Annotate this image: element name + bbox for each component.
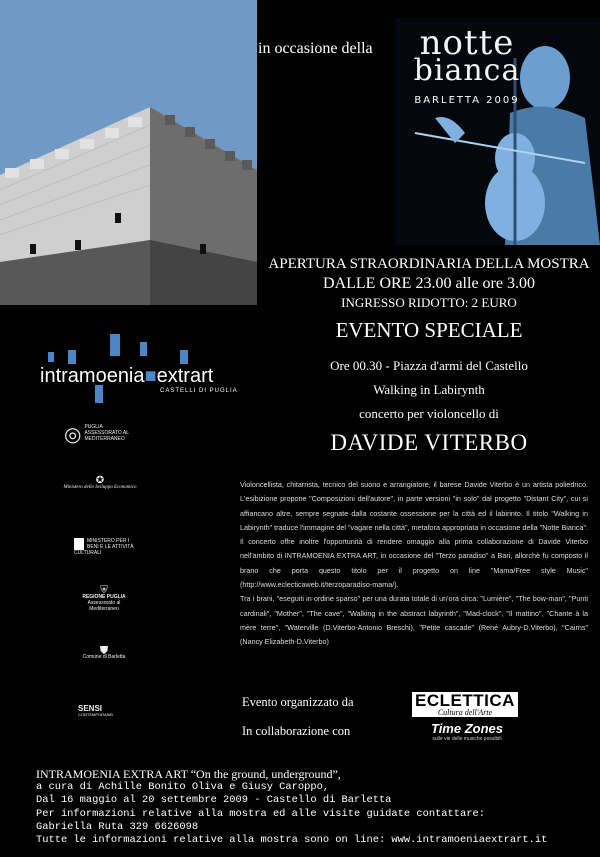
event-type: concerto per violoncello di xyxy=(359,406,499,421)
puglia-text: PUGLIA ASSESSORATO AL MEDITERRANEO xyxy=(84,424,129,442)
sensi-subtext: CONTEMPORANEI xyxy=(78,712,114,717)
intramoenia-dot: ■ xyxy=(144,365,157,387)
footer-line-4: Per informazioni relative alla mostra ed alle visite guidate contattare: xyxy=(36,807,485,820)
regione-text: REGIONE PUGLIA xyxy=(82,594,126,600)
sensi-text: SENSI xyxy=(78,704,103,713)
intramoenia-word: intramoenia xyxy=(40,365,145,387)
timezones-logo xyxy=(422,721,512,742)
intramoenia-logo xyxy=(40,365,213,388)
ministero-emblem-icon xyxy=(74,538,84,550)
ministero-beni-logo xyxy=(74,538,134,556)
sensi-logo xyxy=(78,706,138,718)
intramoenia-subtitle: CASTELLI DI PUGLIA xyxy=(160,388,238,394)
collaboration-label: In collaborazione con xyxy=(242,724,351,738)
eclettica-logo xyxy=(412,692,518,717)
organized-by-label: Evento organizzato da xyxy=(242,695,354,709)
notte-bianca-title-1: notte xyxy=(419,23,515,63)
regione-subtext: Assessorato al Mediterraneo xyxy=(87,600,121,612)
occasion-text: in occasione della xyxy=(258,40,373,57)
eclettica-name: ECLETTICA xyxy=(415,691,515,710)
timezones-tagline: sulle vie delle musiche possibili xyxy=(432,736,502,742)
puglia-logo xyxy=(64,424,134,446)
event-description xyxy=(240,478,588,650)
comune-barletta-logo xyxy=(74,645,134,660)
regione-puglia-logo xyxy=(74,585,134,612)
opening-headline: APERTURA STRAORDINARIA DELLA MOSTRA xyxy=(268,256,590,272)
footer-line-5: Gabriella Ruta 329 6626098 xyxy=(36,820,199,833)
artist-name: DAVIDE VITERBO xyxy=(330,430,528,455)
event-title: EVENTO SPECIALE xyxy=(335,318,523,342)
ticket-price: INGRESSO RIDOTTO: 2 EURO xyxy=(341,295,517,310)
timezones-name: Time Zones xyxy=(430,721,503,736)
footer-line-2: a cura di Achille Bonito Oliva e Giusy Caroppo, xyxy=(36,781,330,794)
ministero-beni-text: MINISTERO PER I BENI E LE ATTIVITÀ CULTURALI xyxy=(74,538,134,556)
ministero-sviluppo-logo xyxy=(60,475,140,491)
event-name: Walking in Labirynth xyxy=(373,382,485,397)
puglia-spiral-icon: ◎ xyxy=(64,424,82,446)
notte-bianca-logo xyxy=(402,23,532,88)
footer-line-6: Tutte le informazioni relative alla mostra sono on line: www.intramoeniaextrart.it xyxy=(36,834,548,847)
notte-bianca-subtitle: BARLETTA 2009 xyxy=(414,95,520,106)
italian-emblem-icon: ✪ xyxy=(95,475,105,486)
regione-shield-icon: ⛨ xyxy=(100,585,108,596)
castle-photo xyxy=(0,0,257,310)
notte-bianca-title-2: bianca xyxy=(413,53,521,88)
footer-line-1: INTRAMOENIA EXTRA ART “On the ground, underground”, xyxy=(36,767,341,781)
eclettica-tagline: Cultura dell'Arte xyxy=(437,708,493,717)
description-paragraph-2: Tra i brani, "eseguiti in ordine sparso" per una durata totale di un'ora circa: "Lumière", "The bow-man", "Punti cardinali", "Mother", "The cave", "Walking in the abstract labyrinth", "Mad-clock", "Il mattino", "Chante à la mère terre", "Waterville (D.Viterbo-Antonio Breschi), "Petite cascade" (René Aubry-D.Viterbo), "Cairns" (Nancy Elizabeth-D.Viterbo) xyxy=(240,594,588,647)
description-paragraph-1: Violoncellista, chitarrista, tecnico del suono e arrangiatore, il barese Davide Viterbo è un artista poliedrico. L'esibizione propone "Composizioni dell'autore", in parte versioni "in solo" dal progetto "Distant City", cui si affiancano altre, sempre segnate dalla costante ossessione per la città ed il labirinto. Il titolo "Walking in Labirynth" traduce l'immagine del "vagare nella città", metafora appropriata in occasione della "Notte Bianca". Il concerto offre inoltre l'opportunità di rendere omaggio alla prima collaborazione di Davide Viterbo nell'ambito di INTRAMOENIA EXTRA ART, in occasione del "Terzo paradiso" a Bari, allorchè fu composto il brano che porta questo titolo per il progetto on line "Mama/Free style Music" (http://www.eclecticaweb.it/terzoparadiso-mama/). xyxy=(240,480,588,590)
extrart-word: extrart xyxy=(156,365,214,387)
comune-text: Comune di Barletta xyxy=(82,654,126,660)
barletta-crest-icon: ⛊ xyxy=(99,645,109,657)
footer-info xyxy=(36,768,596,847)
opening-hours: DALLE ORE 23.00 alle ore 3.00 xyxy=(323,275,535,292)
event-time-place: Ore 00.30 - Piazza d'armi del Castello xyxy=(330,358,528,373)
ministero-sviluppo-text: Ministero dello Sviluppo Economico xyxy=(63,485,137,490)
footer-line-3: Dal 16 maggio al 20 settembre 2009 - Castello di Barletta xyxy=(36,794,392,807)
